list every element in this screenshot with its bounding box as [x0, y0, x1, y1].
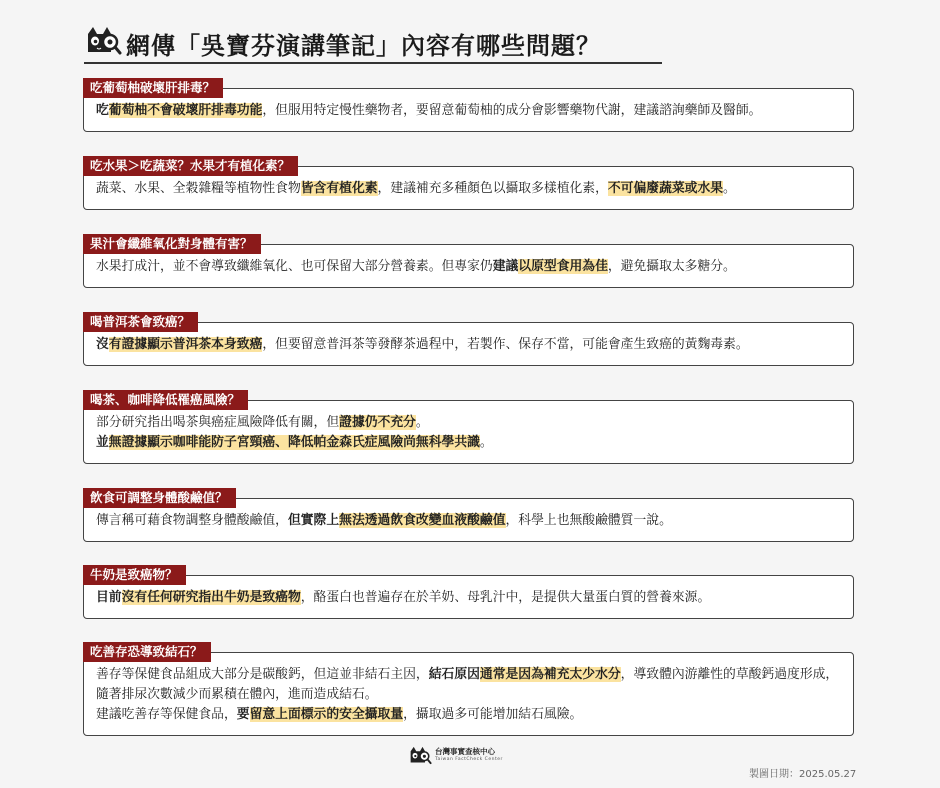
body-text: 善存等保健食品組成大部分是碳酸鈣，但這並非結石主因， — [96, 667, 429, 682]
body-text: ，但要留意普洱茶等發酵茶過程中，若製作、保存不當，可能會產生致癌的黃麴毒素。 — [262, 337, 749, 352]
highlight-text: 皆含有植化素 — [300, 181, 378, 196]
body-line — [96, 705, 841, 725]
highlight-text: 沒有任何研究指出牛奶是致癌物 — [121, 590, 301, 605]
body-text: ，科學上也無酸鹼體質一說。 — [505, 513, 672, 528]
bold-text: 沒 — [96, 337, 109, 352]
body-text: 水果打成汁，並不會導致纖維氧化、也可保留大部分營養素。但專家仍 — [96, 259, 493, 274]
page-header — [84, 22, 662, 64]
bold-text: 目前 — [96, 590, 122, 605]
body-text: ，建議補充多種顏色以攝取多樣植化素， — [377, 181, 608, 196]
body-text: 。 — [415, 415, 429, 430]
bold-text: 並 — [96, 435, 109, 450]
highlight-text: 不可偏廢蔬菜或水果 — [607, 181, 724, 196]
highlight-text: 以原型食用為佳 — [518, 259, 608, 274]
body-text: 。 — [723, 181, 736, 196]
body-text: 蔬菜、水果、全穀雜糧等植物性食物 — [96, 181, 301, 196]
body-text: 傳言稱可藉食物調整身體酸鹼值， — [96, 513, 288, 528]
section-body — [83, 652, 854, 736]
section-body — [83, 322, 854, 366]
section-tag: 吃葡萄柚破壞肝排毒？ — [83, 78, 223, 98]
bold-text: 結石原因 — [428, 667, 480, 682]
page-title: 網傳「吳寶芬演講筆記」內容有哪些問題？ — [126, 32, 601, 60]
body-line — [96, 179, 841, 199]
body-text: ，導致體內游離性的草酸鈣過度形成，隨著排尿次數減少而累積在體內，進而造成結石。 — [96, 667, 839, 702]
highlight-text: 有證據顯示普洱茶本身致癌 — [108, 337, 263, 352]
body-line — [96, 335, 841, 355]
bold-text: 但實際上 — [287, 513, 340, 528]
section-tag: 飲食可調整身體酸鹼值？ — [83, 488, 236, 508]
bold-text: 要 — [236, 707, 250, 722]
body-line — [96, 257, 841, 277]
highlight-text: 葡萄柚不會破壞肝排毒功能 — [108, 103, 263, 118]
bold-text: 吃 — [96, 103, 109, 118]
footer-org-name-en: Taiwan FactCheck Center — [435, 757, 503, 762]
section-tag: 喝茶、咖啡降低罹癌風險？ — [83, 390, 248, 410]
body-line — [96, 588, 841, 608]
section-tag: 吃善存恐導致結石？ — [83, 642, 211, 662]
footer-org-name: 台灣事實查核中心 — [435, 747, 495, 756]
publish-date: 製圖日期：2025.05.27 — [749, 769, 857, 780]
body-text: 建議吃善存等保健食品， — [96, 707, 237, 722]
highlight-text: 證據仍不充分 — [339, 415, 416, 430]
cat-magnifier-icon — [408, 745, 432, 765]
body-line — [96, 101, 841, 121]
body-text: ，但服用特定慢性藥物者，要留意葡萄柚的成分會影響藥物代謝，建議諮詢藥師及醫師。 — [262, 103, 762, 118]
body-text: ，避免攝取太多糖分。 — [607, 259, 736, 274]
body-line — [96, 665, 841, 705]
body-line — [96, 433, 841, 453]
body-line — [96, 511, 841, 531]
section-tag: 牛奶是致癌物？ — [83, 565, 186, 585]
bold-text: 建議 — [492, 259, 519, 274]
footer-logo — [408, 745, 528, 767]
body-text: 。 — [479, 435, 493, 450]
body-text: ，攝取過多可能增加結石風險。 — [403, 707, 583, 722]
body-text: 部分研究指出喝茶與癌症風險降低有關，但 — [96, 415, 340, 430]
cat-magnifier-icon — [84, 24, 122, 56]
section-tag: 吃水果＞吃蔬菜？水果才有植化素？ — [83, 156, 298, 176]
highlight-text: 無證據顯示咖啡能防子宮頸癌、降低帕金森氏症風險尚無科學共識 — [108, 435, 480, 450]
section-tag: 喝普洱茶會致癌？ — [83, 312, 198, 332]
highlight-text: 通常是因為補充太少水分 — [479, 667, 621, 682]
section-tag: 果汁會纖維氧化對身體有害？ — [83, 234, 261, 254]
section-body — [83, 575, 854, 619]
body-line — [96, 413, 841, 433]
body-text: ，酪蛋白也普遍存在於羊奶、母乳汁中，是提供大量蛋白質的營養來源。 — [300, 590, 711, 605]
highlight-text: 留意上面標示的安全攝取量 — [249, 707, 404, 722]
highlight-text: 無法透過飲食改變血液酸鹼值 — [339, 513, 506, 528]
